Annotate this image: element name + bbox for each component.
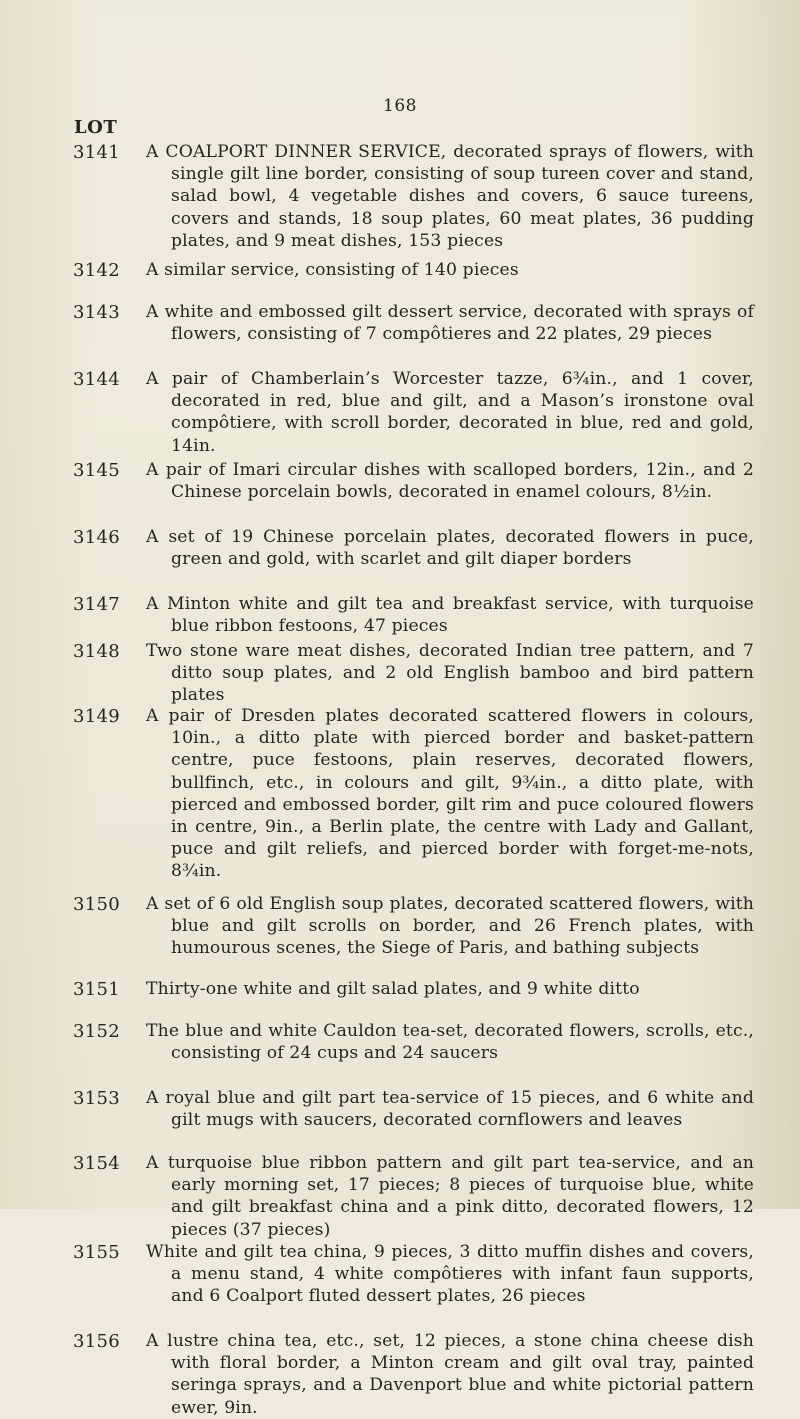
lot-number: 3145 xyxy=(73,460,121,481)
lot-description: A lustre china tea, etc., set, 12 pieces, a stone china cheese dish with floral border, a Minton cream and gilt oval tray, painted seringa sprays, and a Davenport blue and white pictorial pattern ewer, 9in. xyxy=(146,1331,754,1418)
lot-description: Thirty-one white and gilt salad plates, and 9 white ditto xyxy=(146,979,640,999)
lot-description: A pair of Imari circular dishes with scalloped borders, 12in., and 2 Chinese porcelain bowls, decorated in enamel colours, 8½in. xyxy=(146,460,754,503)
lot-number: 3150 xyxy=(73,894,121,915)
page-number: 168 xyxy=(383,96,417,116)
lot-description: A royal blue and gilt part tea-service of 15 pieces, and 6 white and gilt mugs with saucers, decorated cornflowers and leaves xyxy=(146,1088,754,1131)
lot-column-header: LOT xyxy=(74,117,118,138)
lot-number: 3149 xyxy=(73,706,121,727)
lot-number: 3147 xyxy=(73,594,121,615)
lot-description: White and gilt tea china, 9 pieces, 3 ditto muffin dishes and covers, a menu stand, 4 white compôtieres with infant faun supports, and 6 Coalport fluted dessert plates, 26 pieces xyxy=(146,1242,754,1307)
lot-number: 3151 xyxy=(73,979,121,1000)
lot-description: A set of 6 old English soup plates, decorated scattered flowers, with blue and gilt scrolls on border, and 26 French plates, with humourous scenes, the Siege of Paris, and bathing subjects xyxy=(146,894,754,959)
lot-description: A pair of Chamberlain’s Worcester tazze, 6¾in., and 1 cover, decorated in red, blue and gilt, and a Mason’s ironstone oval compôtiere, with scroll border, decorated in blue, red and gold, 14in. xyxy=(146,369,754,456)
lot-number: 3152 xyxy=(73,1021,121,1042)
lot-number: 3153 xyxy=(73,1088,121,1109)
lot-number: 3148 xyxy=(73,641,121,662)
lot-description: A white and embossed gilt dessert service, decorated with sprays of flowers, consisting of 7 compôtieres and 22 plates, 29 pieces xyxy=(146,302,754,345)
lot-number: 3142 xyxy=(73,260,121,281)
lot-description: A set of 19 Chinese porcelain plates, decorated flowers in puce, green and gold, with scarlet and gilt diaper borders xyxy=(146,527,754,570)
lot-number: 3155 xyxy=(73,1242,121,1263)
lot-description: A pair of Dresden plates decorated scattered flowers in colours, 10in., a ditto plate with pierced border and basket-pattern centre, puce festoons, plain reserves, decorated flowers, bullfinch, etc., in colours and gilt, 9¾in., a ditto plate, with pierced and embossed border, gilt rim and puce coloured flowers in centre, 9in., a Berlin plate, the centre with Lady and Gallant, puce and gilt reliefs, and pierced border with forget-me-nots, 8¾in. xyxy=(146,706,754,882)
lot-description: The blue and white Cauldon tea-set, decorated flowers, scrolls, etc., consisting of 24 cups and 24 saucers xyxy=(146,1021,754,1064)
lot-number: 3144 xyxy=(73,369,121,390)
lot-number: 3146 xyxy=(73,527,121,548)
lot-description: A Minton white and gilt tea and breakfast service, with turquoise blue ribbon festoons, 47 pieces xyxy=(146,594,754,637)
lot-number: 3156 xyxy=(73,1331,121,1352)
lot-number: 3141 xyxy=(73,142,121,163)
lot-number: 3143 xyxy=(73,302,121,323)
lot-description: Two stone ware meat dishes, decorated Indian tree pattern, and 7 ditto soup plates, and 2 old English bamboo and bird pattern plates xyxy=(146,641,754,706)
lot-number: 3154 xyxy=(73,1153,121,1174)
lot-description: A turquoise blue ribbon pattern and gilt part tea-service, and an early morning set, 17 pieces; 8 pieces of turquoise blue, white and gilt breakfast china and a pink ditto, decorated flowers, 12 pieces (37 pieces) xyxy=(146,1153,754,1240)
lot-description: A COALPORT DINNER SERVICE, decorated sprays of flowers, with single gilt line border, consisting of soup tureen cover and stand, salad bowl, 4 vegetable dishes and covers, 6 sauce tureens, covers and stands, 18 soup plates, 60 meat plates, 36 pudding plates, and 9 meat dishes, 153 pieces xyxy=(146,142,754,251)
lot-description: A similar service, consisting of 140 pieces xyxy=(146,260,519,280)
